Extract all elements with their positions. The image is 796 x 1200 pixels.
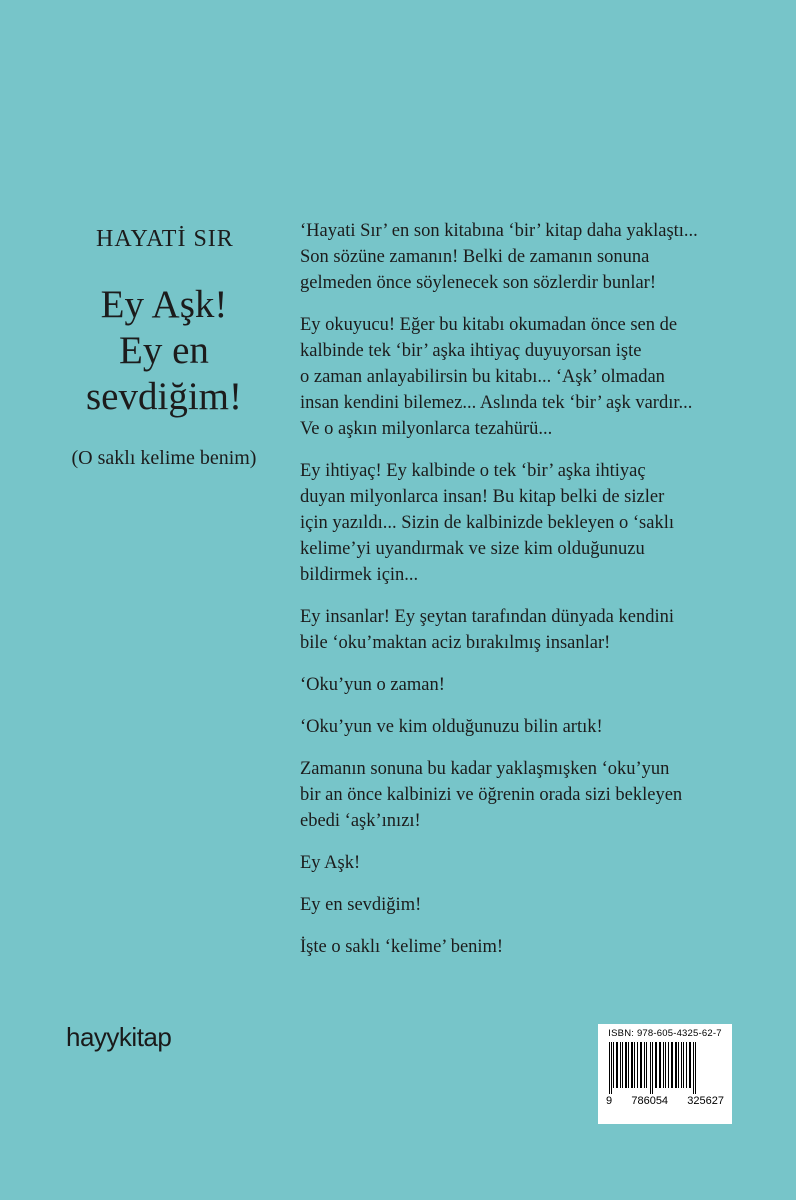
isbn-barcode [598, 1024, 732, 1124]
barcode-bar [640, 1042, 642, 1088]
paragraph [300, 458, 770, 588]
text-line: bildirmek için... [300, 565, 419, 585]
barcode-bar [631, 1042, 633, 1088]
text-line: bile ‘oku’maktan aciz bırakılmış insanlar! [300, 633, 611, 653]
barcode-bar [613, 1042, 614, 1088]
publisher-logo: hayykitap [66, 1022, 172, 1052]
text-line: için yazıldı... Sizin de kalbinizde bekleyen o ‘saklı [300, 513, 675, 533]
barcode-bar [671, 1042, 673, 1088]
ean-right-group: 325627 [687, 1095, 724, 1107]
barcode-bar [628, 1042, 629, 1088]
book-subtitle: (O saklı kelime benim) [71, 447, 257, 469]
title-line: Ey en [119, 329, 209, 372]
barcode-bar [622, 1042, 623, 1088]
text-line: duyan milyonlarca insan! Bu kitap belki de sizler [300, 487, 665, 507]
barcode-bar [689, 1042, 691, 1088]
text-line: ‘Hayati Sır’ en son kitabına ‘bir’ kitap daha yaklaştı... [300, 221, 698, 241]
ean-first-digit: 9 [606, 1095, 613, 1107]
text-line: Zamanın sonuna bu kadar yaklaşmışken ‘oku’yun [300, 759, 670, 779]
paragraph [300, 934, 770, 960]
paragraph [300, 218, 770, 296]
isbn-label: ISBN: 978-605-4325-62-7 [608, 1028, 722, 1039]
barcode-bar [675, 1042, 677, 1088]
text-line: ebedi ‘aşk’ınızı! [300, 811, 421, 831]
text-line: bir an önce kalbinizi ve öğrenin orada sizi bekleyen [300, 785, 683, 805]
text-line: kalbinde tek ‘bir’ aşka ihtiyaç duyuyorsan işte [300, 341, 642, 361]
barcode-bar [665, 1042, 666, 1088]
text-line: Ey ihtiyaç! Ey kalbinde o tek ‘bir’ aşka ihtiyaç [300, 461, 646, 481]
text-line: İşte o saklı ‘kelime’ benim! [300, 937, 504, 957]
barcode-bar [668, 1042, 669, 1088]
paragraph [300, 604, 770, 656]
barcode-bar [634, 1042, 635, 1088]
barcode-bar [616, 1042, 618, 1088]
barcode-bar [625, 1042, 627, 1088]
text-line: kelime’yi uyandırmak ve size kim olduğunuzu [300, 539, 645, 559]
barcode-bar [611, 1042, 612, 1094]
barcode-bar [693, 1042, 694, 1094]
ean-digits [604, 1095, 726, 1107]
barcode-bar [644, 1042, 645, 1088]
barcode-bar [663, 1042, 664, 1088]
paragraph [300, 756, 770, 834]
barcode-bar [620, 1042, 621, 1088]
barcode-bar [678, 1042, 679, 1088]
text-line: ‘Oku’yun ve kim olduğunuzu bilin artık! [300, 717, 603, 737]
barcode-bars [607, 1042, 723, 1094]
paragraph [300, 892, 770, 918]
text-line: Son sözüne zamanın! Belki de zamanın sonuna [300, 247, 650, 267]
text-line: Ey Aşk! [300, 853, 361, 873]
barcode-bar [637, 1042, 638, 1088]
text-line: ‘Oku’yun o zaman! [300, 675, 445, 695]
barcode-bar [683, 1042, 684, 1088]
barcode-bar [646, 1042, 647, 1088]
ean-left-group: 786054 [631, 1095, 669, 1107]
paragraph [300, 312, 770, 442]
text-line: gelmeden önce söylenecek son sözlerdir bunlar! [300, 273, 656, 293]
text-line: Ve o aşkın milyonlarca tezahürü... [300, 419, 553, 439]
title-line: Ey Aşk! [100, 283, 228, 326]
paragraph [300, 672, 770, 698]
barcode-bar [659, 1042, 661, 1088]
paragraph [300, 850, 770, 876]
barcode-bar [652, 1042, 653, 1094]
text-line: Ey okuyucu! Eğer bu kitabı okumadan önce sen de [300, 315, 678, 335]
book-title [40, 282, 288, 420]
title-line: sevdiğim! [86, 375, 242, 418]
text-line: Ey en sevdiğim! [300, 895, 422, 915]
author-name: HAYATİ SIR [96, 226, 234, 252]
text-line: o zaman anlayabilirsin bu kitabı... ‘Aşk’ olmadan [300, 367, 665, 387]
barcode-bar [686, 1042, 687, 1088]
back-cover-text [300, 218, 770, 976]
barcode-bar [681, 1042, 682, 1088]
paragraph [300, 714, 770, 740]
barcode-bar [655, 1042, 657, 1088]
text-line: insan kendini bilemez... Aslında tek ‘bir’ aşk vardır... [300, 393, 693, 413]
barcode-bar [695, 1042, 696, 1094]
barcode-bar [650, 1042, 651, 1094]
barcode-bar [609, 1042, 610, 1094]
text-line: Ey insanlar! Ey şeytan tarafından dünyada kendini [300, 607, 674, 627]
